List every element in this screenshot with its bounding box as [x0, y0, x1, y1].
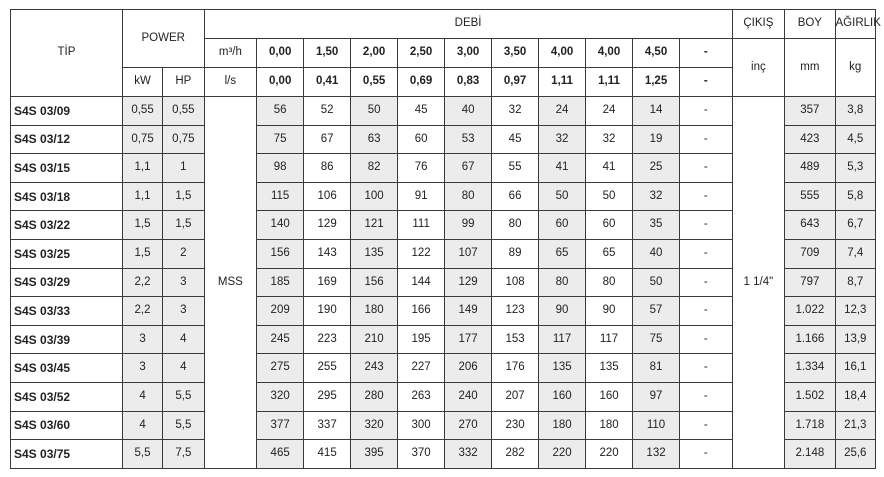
- flow-value-cell: -: [680, 239, 733, 268]
- flow-value-cell: 255: [304, 354, 351, 383]
- flow-value-cell: 122: [398, 239, 445, 268]
- length-cell: 643: [785, 211, 835, 240]
- flow-value-cell: 123: [492, 297, 539, 326]
- flow-value-cell: -: [680, 182, 733, 211]
- header-inc: inç: [732, 39, 785, 97]
- flow-value-cell: 45: [398, 97, 445, 126]
- ls-header-cell: 1,11: [586, 68, 633, 97]
- flow-value-cell: 180: [351, 297, 398, 326]
- flow-value-cell: -: [680, 297, 733, 326]
- kw-cell: 4: [122, 382, 162, 411]
- flow-value-cell: 190: [304, 297, 351, 326]
- flow-value-cell: -: [680, 325, 733, 354]
- flow-value-cell: 67: [445, 154, 492, 183]
- flow-value-cell: 177: [445, 325, 492, 354]
- kw-cell: 4: [122, 411, 162, 440]
- flow-value-cell: 227: [398, 354, 445, 383]
- flow-value-cell: 263: [398, 382, 445, 411]
- flow-value-cell: 144: [398, 268, 445, 297]
- model-cell: S4S 03/39: [11, 325, 123, 354]
- model-cell: S4S 03/09: [11, 97, 123, 126]
- flow-value-cell: 185: [257, 268, 304, 297]
- flow-value-cell: 86: [304, 154, 351, 183]
- flow-value-cell: 90: [586, 297, 633, 326]
- header-kw: kW: [122, 68, 162, 97]
- flow-value-cell: 132: [633, 440, 680, 469]
- header-kg: kg: [835, 39, 875, 97]
- flow-value-cell: 169: [304, 268, 351, 297]
- flow-value-cell: 110: [633, 411, 680, 440]
- flow-value-cell: 270: [445, 411, 492, 440]
- flow-value-cell: 210: [351, 325, 398, 354]
- kw-cell: 3: [122, 354, 162, 383]
- header-power: POWER: [122, 10, 204, 68]
- flow-value-cell: 80: [445, 182, 492, 211]
- flow-value-cell: 50: [633, 268, 680, 297]
- flow-value-cell: 395: [351, 440, 398, 469]
- model-cell: S4S 03/25: [11, 239, 123, 268]
- flow-value-cell: -: [680, 211, 733, 240]
- weight-cell: 13,9: [835, 325, 875, 354]
- flow-value-cell: 195: [398, 325, 445, 354]
- flow-value-cell: 300: [398, 411, 445, 440]
- flow-value-cell: 117: [539, 325, 586, 354]
- header-tip: TİP: [11, 10, 123, 97]
- flow-value-cell: 295: [304, 382, 351, 411]
- header-agirlik: AĞIRLIK: [835, 10, 875, 39]
- hp-cell: 1,5: [163, 211, 204, 240]
- flow-value-cell: 19: [633, 125, 680, 154]
- kw-cell: 2,2: [122, 268, 162, 297]
- flow-value-cell: 140: [257, 211, 304, 240]
- m3h-header-cell: 3,00: [445, 39, 492, 68]
- m3h-header-cell: 4,50: [633, 39, 680, 68]
- flow-value-cell: 67: [304, 125, 351, 154]
- weight-cell: 18,4: [835, 382, 875, 411]
- flow-value-cell: 220: [539, 440, 586, 469]
- flow-value-cell: 230: [492, 411, 539, 440]
- flow-value-cell: -: [680, 97, 733, 126]
- weight-cell: 7,4: [835, 239, 875, 268]
- flow-value-cell: 50: [351, 97, 398, 126]
- flow-value-cell: 76: [398, 154, 445, 183]
- flow-value-cell: 52: [304, 97, 351, 126]
- weight-cell: 16,1: [835, 354, 875, 383]
- model-cell: S4S 03/18: [11, 182, 123, 211]
- flow-value-cell: 153: [492, 325, 539, 354]
- flow-value-cell: 90: [539, 297, 586, 326]
- length-cell: 423: [785, 125, 835, 154]
- flow-value-cell: 129: [445, 268, 492, 297]
- flow-value-cell: 111: [398, 211, 445, 240]
- weight-cell: 5,8: [835, 182, 875, 211]
- flow-value-cell: 89: [492, 239, 539, 268]
- mss-cell: MSS: [204, 97, 257, 469]
- header-ls-label: l/s: [204, 68, 257, 97]
- flow-value-cell: 337: [304, 411, 351, 440]
- kw-cell: 0,75: [122, 125, 162, 154]
- flow-value-cell: 129: [304, 211, 351, 240]
- flow-value-cell: 135: [539, 354, 586, 383]
- weight-cell: 21,3: [835, 411, 875, 440]
- m3h-header-cell: 4,00: [539, 39, 586, 68]
- ls-header-cell: 0,41: [304, 68, 351, 97]
- flow-value-cell: -: [680, 268, 733, 297]
- flow-value-cell: 32: [586, 125, 633, 154]
- weight-cell: 6,7: [835, 211, 875, 240]
- length-cell: 489: [785, 154, 835, 183]
- flow-value-cell: 121: [351, 211, 398, 240]
- length-cell: 1.334: [785, 354, 835, 383]
- flow-value-cell: 60: [398, 125, 445, 154]
- weight-cell: 4,5: [835, 125, 875, 154]
- kw-cell: 3: [122, 325, 162, 354]
- flow-value-cell: 53: [445, 125, 492, 154]
- ls-header-cell: 0,97: [492, 68, 539, 97]
- m3h-header-cell: 3,50: [492, 39, 539, 68]
- flow-value-cell: 465: [257, 440, 304, 469]
- header-mm: mm: [785, 39, 835, 97]
- flow-value-cell: 243: [351, 354, 398, 383]
- flow-value-cell: 320: [351, 411, 398, 440]
- weight-cell: 25,6: [835, 440, 875, 469]
- model-cell: S4S 03/15: [11, 154, 123, 183]
- ls-header-cell: 1,11: [539, 68, 586, 97]
- flow-value-cell: 63: [351, 125, 398, 154]
- hp-cell: 1: [163, 154, 204, 183]
- weight-cell: 8,7: [835, 268, 875, 297]
- model-cell: S4S 03/29: [11, 268, 123, 297]
- flow-value-cell: 65: [586, 239, 633, 268]
- flow-value-cell: 32: [633, 182, 680, 211]
- flow-value-cell: 75: [257, 125, 304, 154]
- outlet-size-cell: 1 1/4": [732, 97, 785, 469]
- flow-value-cell: 332: [445, 440, 492, 469]
- flow-value-cell: 100: [351, 182, 398, 211]
- flow-value-cell: 56: [257, 97, 304, 126]
- flow-value-cell: 135: [351, 239, 398, 268]
- flow-value-cell: 32: [492, 97, 539, 126]
- hp-cell: 5,5: [163, 411, 204, 440]
- kw-cell: 2,2: [122, 297, 162, 326]
- kw-cell: 1,1: [122, 182, 162, 211]
- header-hp: HP: [163, 68, 204, 97]
- flow-value-cell: 275: [257, 354, 304, 383]
- flow-value-cell: 377: [257, 411, 304, 440]
- kw-cell: 1,5: [122, 239, 162, 268]
- flow-value-cell: 149: [445, 297, 492, 326]
- header-debi: DEBİ: [204, 10, 732, 39]
- hp-cell: 4: [163, 354, 204, 383]
- m3h-header-cell: 2,50: [398, 39, 445, 68]
- hp-cell: 4: [163, 325, 204, 354]
- header-boy: BOY: [785, 10, 835, 39]
- ls-header-cell: -: [680, 68, 733, 97]
- flow-value-cell: 209: [257, 297, 304, 326]
- hp-cell: 0,75: [163, 125, 204, 154]
- flow-value-cell: 282: [492, 440, 539, 469]
- flow-value-cell: 41: [586, 154, 633, 183]
- flow-value-cell: 25: [633, 154, 680, 183]
- weight-cell: 5,3: [835, 154, 875, 183]
- flow-value-cell: -: [680, 154, 733, 183]
- flow-value-cell: 117: [586, 325, 633, 354]
- hp-cell: 3: [163, 268, 204, 297]
- flow-value-cell: 135: [586, 354, 633, 383]
- length-cell: 555: [785, 182, 835, 211]
- length-cell: 1.718: [785, 411, 835, 440]
- header-m3h-label: m³/h: [204, 39, 257, 68]
- ls-header-cell: 0,55: [351, 68, 398, 97]
- flow-value-cell: 14: [633, 97, 680, 126]
- flow-value-cell: 60: [586, 211, 633, 240]
- hp-cell: 3: [163, 297, 204, 326]
- flow-value-cell: 207: [492, 382, 539, 411]
- m3h-header-cell: 4,00: [586, 39, 633, 68]
- ls-header-cell: 0,69: [398, 68, 445, 97]
- model-cell: S4S 03/60: [11, 411, 123, 440]
- model-cell: S4S 03/75: [11, 440, 123, 469]
- ls-header-cell: 1,25: [633, 68, 680, 97]
- flow-value-cell: 240: [445, 382, 492, 411]
- model-cell: S4S 03/22: [11, 211, 123, 240]
- model-cell: S4S 03/12: [11, 125, 123, 154]
- flow-value-cell: 35: [633, 211, 680, 240]
- hp-cell: 1,5: [163, 182, 204, 211]
- flow-value-cell: 176: [492, 354, 539, 383]
- m3h-header-cell: 0,00: [257, 39, 304, 68]
- flow-value-cell: -: [680, 382, 733, 411]
- m3h-header-cell: 1,50: [304, 39, 351, 68]
- flow-value-cell: 160: [586, 382, 633, 411]
- weight-cell: 12,3: [835, 297, 875, 326]
- flow-value-cell: -: [680, 125, 733, 154]
- flow-value-cell: -: [680, 354, 733, 383]
- flow-value-cell: 320: [257, 382, 304, 411]
- hp-cell: 7,5: [163, 440, 204, 469]
- table-row: [11, 97, 876, 126]
- kw-cell: 0,55: [122, 97, 162, 126]
- flow-value-cell: 24: [586, 97, 633, 126]
- length-cell: 1.502: [785, 382, 835, 411]
- flow-value-cell: 40: [633, 239, 680, 268]
- m3h-header-cell: 2,00: [351, 39, 398, 68]
- pump-spec-table: [10, 9, 881, 469]
- flow-value-cell: 40: [445, 97, 492, 126]
- flow-value-cell: 80: [492, 211, 539, 240]
- length-cell: 797: [785, 268, 835, 297]
- flow-value-cell: 50: [586, 182, 633, 211]
- flow-value-cell: 107: [445, 239, 492, 268]
- flow-value-cell: 81: [633, 354, 680, 383]
- flow-value-cell: 75: [633, 325, 680, 354]
- flow-value-cell: 143: [304, 239, 351, 268]
- length-cell: 2.148: [785, 440, 835, 469]
- length-cell: 709: [785, 239, 835, 268]
- flow-value-cell: 220: [586, 440, 633, 469]
- kw-cell: 1,5: [122, 211, 162, 240]
- ls-header-cell: 0,00: [257, 68, 304, 97]
- flow-value-cell: 160: [539, 382, 586, 411]
- hp-cell: 2: [163, 239, 204, 268]
- flow-value-cell: 108: [492, 268, 539, 297]
- flow-value-cell: 166: [398, 297, 445, 326]
- hp-cell: 5,5: [163, 382, 204, 411]
- flow-value-cell: 180: [539, 411, 586, 440]
- flow-value-cell: 45: [492, 125, 539, 154]
- flow-value-cell: 41: [539, 154, 586, 183]
- flow-value-cell: 66: [492, 182, 539, 211]
- weight-cell: 3,8: [835, 97, 875, 126]
- model-cell: S4S 03/45: [11, 354, 123, 383]
- flow-value-cell: 91: [398, 182, 445, 211]
- length-cell: 1.166: [785, 325, 835, 354]
- flow-value-cell: 156: [351, 268, 398, 297]
- length-cell: 357: [785, 97, 835, 126]
- model-cell: S4S 03/33: [11, 297, 123, 326]
- flow-value-cell: -: [680, 411, 733, 440]
- flow-value-cell: -: [680, 440, 733, 469]
- flow-value-cell: 80: [539, 268, 586, 297]
- flow-value-cell: 82: [351, 154, 398, 183]
- flow-value-cell: 280: [351, 382, 398, 411]
- flow-value-cell: 32: [539, 125, 586, 154]
- flow-value-cell: 55: [492, 154, 539, 183]
- flow-value-cell: 106: [304, 182, 351, 211]
- flow-value-cell: 98: [257, 154, 304, 183]
- model-cell: S4S 03/52: [11, 382, 123, 411]
- flow-value-cell: 57: [633, 297, 680, 326]
- ls-header-cell: 0,83: [445, 68, 492, 97]
- flow-value-cell: 370: [398, 440, 445, 469]
- flow-value-cell: 156: [257, 239, 304, 268]
- flow-value-cell: 415: [304, 440, 351, 469]
- length-cell: 1.022: [785, 297, 835, 326]
- kw-cell: 1,1: [122, 154, 162, 183]
- hp-cell: 0,55: [163, 97, 204, 126]
- flow-value-cell: 223: [304, 325, 351, 354]
- flow-value-cell: 24: [539, 97, 586, 126]
- flow-value-cell: 80: [586, 268, 633, 297]
- flow-value-cell: 60: [539, 211, 586, 240]
- kw-cell: 5,5: [122, 440, 162, 469]
- flow-value-cell: 97: [633, 382, 680, 411]
- flow-value-cell: 245: [257, 325, 304, 354]
- flow-value-cell: 65: [539, 239, 586, 268]
- m3h-header-cell: -: [680, 39, 733, 68]
- flow-value-cell: 180: [586, 411, 633, 440]
- flow-value-cell: 206: [445, 354, 492, 383]
- flow-value-cell: 50: [539, 182, 586, 211]
- header-cikis: ÇIKIŞ: [732, 10, 785, 39]
- flow-value-cell: 99: [445, 211, 492, 240]
- flow-value-cell: 115: [257, 182, 304, 211]
